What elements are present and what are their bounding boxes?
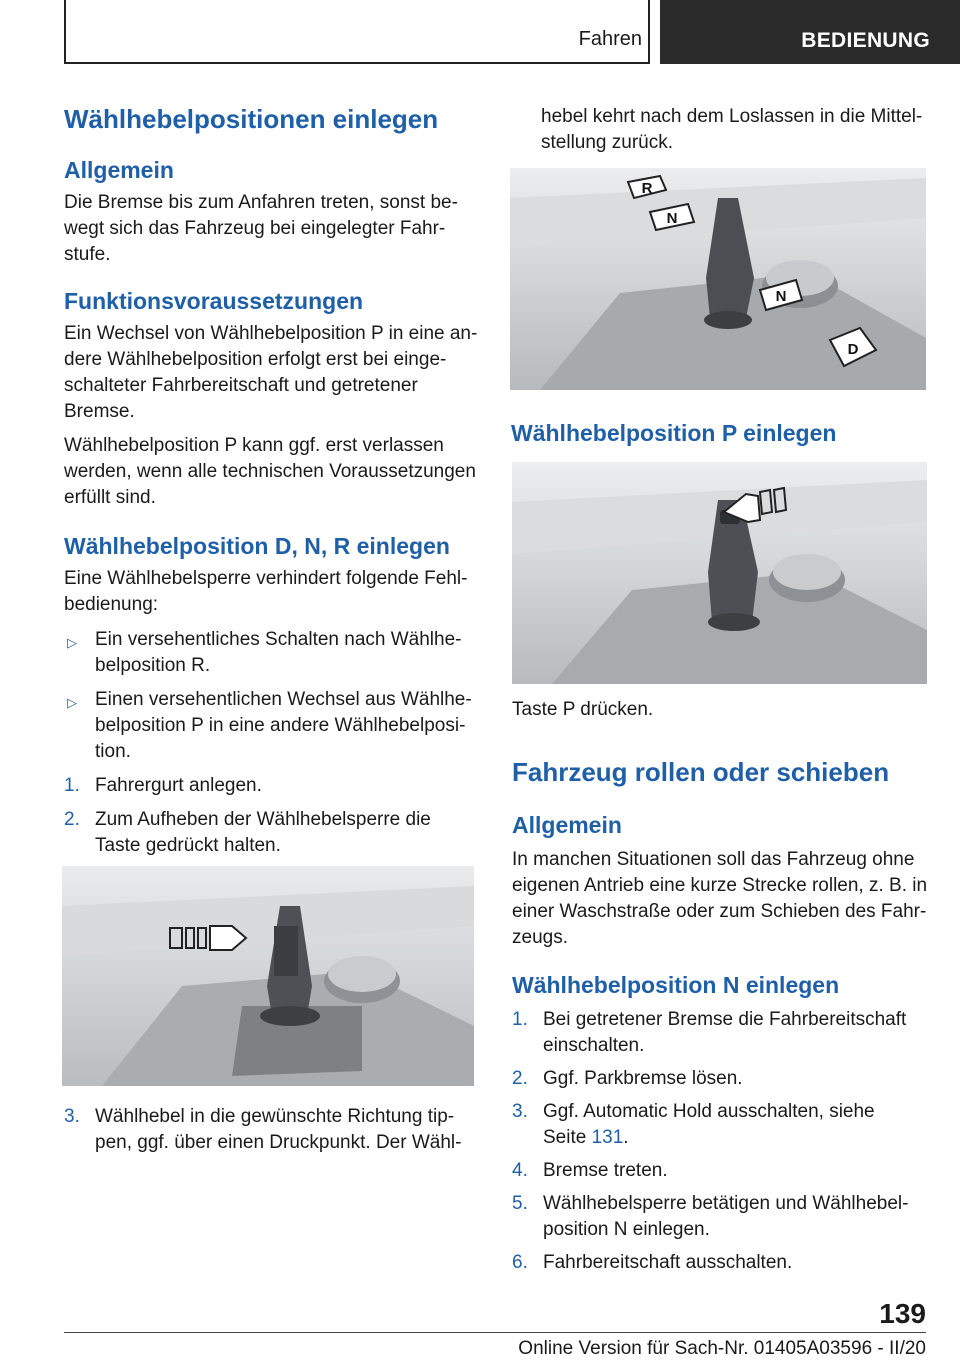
triangle-bullet-icon: ▷	[67, 695, 77, 710]
rollen-paragraph	[512, 847, 932, 951]
n-steps	[512, 1007, 932, 1276]
footer-rule	[64, 1332, 926, 1333]
dnr-paragraph	[64, 566, 484, 618]
step-3-list	[64, 1104, 484, 1156]
shift-label-n-lower: N	[775, 288, 787, 305]
list-item	[512, 1066, 932, 1092]
list-item	[64, 807, 484, 859]
gear-lever-lock-button-illustration	[62, 866, 474, 1086]
text-line: einer Waschstraße oder zum Schieben des Fahr-	[512, 901, 927, 922]
step-3-block	[64, 1104, 484, 1156]
text-line: Ggf. Parkbremse lösen.	[543, 1068, 743, 1089]
text-line: Bremse treten.	[543, 1160, 668, 1181]
list-item	[64, 1104, 484, 1156]
text-line: Zum Aufheben der Wählhebelsperre die	[95, 809, 431, 830]
text-line: eigenen Antrieb eine kurze Strecke rollen, z. B. in	[512, 875, 928, 896]
text-line: wegt sich das Fahrzeug bei eingelegter Fahr-	[64, 218, 446, 239]
header-divider	[648, 0, 650, 64]
step-number: 3.	[64, 1106, 80, 1127]
bullet-list	[64, 627, 484, 859]
link-prefix: Seite	[543, 1127, 592, 1148]
illustration-svg	[510, 168, 926, 390]
allgemein-paragraph	[64, 190, 484, 268]
text-line: zeugs.	[512, 927, 568, 948]
triangle-bullet-icon: ▷	[67, 635, 77, 650]
funktion-paragraph-2	[64, 433, 484, 511]
step-number: 1.	[512, 1009, 528, 1030]
text-line: Wählhebelposition P kann ggf. erst verlassen	[64, 435, 444, 456]
shift-label-n-upper: N	[666, 210, 678, 227]
text-line: position N einlegen.	[543, 1219, 710, 1240]
section-title: Wählhebelpositionen einlegen	[64, 104, 439, 134]
text-line: hebel kehrt nach dem Loslassen in die Mittel-	[541, 106, 923, 127]
list-item	[512, 1099, 932, 1151]
text-line: Ggf. Automatic Hold ausschalten, siehe	[543, 1101, 875, 1122]
rollen-heading: Fahrzeug rollen oder schieben	[512, 757, 890, 787]
step-number: 6.	[512, 1252, 528, 1273]
text-line: Ein versehentliches Schalten nach Wählhe-	[95, 629, 462, 650]
text-line: Taste gedrückt halten.	[95, 835, 281, 856]
text-line: Bremse.	[64, 401, 135, 422]
list-item	[512, 1158, 932, 1184]
text-line-with-link	[543, 1125, 932, 1151]
shift-label-r: R	[641, 180, 653, 197]
header-bottom-rule	[64, 62, 650, 64]
dnr-heading: Wählhebelposition D, N, R einlegen	[64, 533, 450, 559]
allgemein-heading: Allgemein	[64, 157, 174, 183]
step-number: 3.	[512, 1101, 528, 1122]
text-line: Fahrbereitschaft ausschalten.	[543, 1252, 793, 1273]
list-item	[64, 627, 484, 679]
header-left-rule	[64, 0, 66, 64]
list-item	[512, 1250, 932, 1276]
text-line: belposition P in eine andere Wählhebelposi-	[95, 715, 466, 736]
text-line: erfüllt sind.	[64, 487, 156, 508]
p-caption: Taste P drücken.	[512, 699, 654, 720]
header-section-label: Fahren	[578, 28, 642, 50]
list-item	[64, 687, 484, 765]
p-position-heading: Wählhebelposition P einlegen	[511, 420, 837, 446]
text-line: stufe.	[64, 244, 111, 265]
header-chapter-label: BEDIENUNG	[801, 29, 930, 52]
footer-online-version: Online Version für Sach-Nr. 01405A03596 - II/20	[518, 1338, 926, 1359]
rollen-allgemein-heading: Allgemein	[512, 812, 622, 838]
text-line: Ein Wechsel von Wählhebelposition P in eine an-	[64, 323, 478, 344]
header-chapter-tab	[660, 0, 960, 64]
n-position-heading: Wählhebelposition N einlegen	[512, 972, 840, 998]
text-line: belposition R.	[95, 655, 211, 676]
left-column	[64, 104, 484, 859]
step-number: 2.	[512, 1068, 528, 1089]
text-line: Die Bremse bis zum Anfahren treten, sonst be-	[64, 192, 458, 213]
list-item	[512, 1007, 932, 1059]
shift-label-d: D	[847, 341, 859, 358]
page-reference-link[interactable]: 131	[591, 1127, 624, 1148]
text-line: In manchen Situationen soll das Fahrzeug ohne	[512, 849, 915, 870]
text-line: bedienung:	[64, 594, 159, 615]
continued-paragraph	[541, 104, 941, 156]
text-line: dere Wählhebelposition erfolgt erst bei einge-	[64, 349, 447, 370]
page-number: 139	[879, 1298, 926, 1329]
illustration-svg	[62, 866, 474, 1086]
funktion-heading: Funktionsvoraussetzungen	[64, 288, 364, 314]
text-line: stellung zurück.	[541, 132, 674, 153]
text-line: Fahrergurt anlegen.	[95, 775, 262, 796]
text-line: pen, ggf. über einen Druckpunkt. Der Wähl-	[95, 1132, 462, 1153]
n-steps-list	[512, 1007, 932, 1276]
text-line: Eine Wählhebelsperre verhindert folgende Fehl-	[64, 568, 468, 589]
step-number: 2.	[64, 809, 80, 830]
text-line: schalteter Fahrbereitschaft und getretener	[64, 375, 418, 396]
step-number: 1.	[64, 775, 80, 796]
text-line: Wählhebelsperre betätigen und Wählhebel-	[543, 1193, 909, 1214]
illustration-svg	[512, 462, 927, 684]
p-button-illustration	[512, 462, 927, 684]
list-item	[512, 1191, 932, 1243]
text-line: Einen versehentlichen Wechsel aus Wählhe-	[95, 689, 472, 710]
step-number: 5.	[512, 1193, 528, 1214]
text-line: tion.	[95, 741, 131, 762]
link-suffix: .	[623, 1127, 629, 1148]
list-item	[64, 773, 484, 799]
funktion-paragraph-1	[64, 321, 484, 425]
text-line: einschalten.	[543, 1035, 645, 1056]
text-line: Bei getretener Bremse die Fahrbereitschaft	[543, 1009, 907, 1030]
text-line: Wählhebel in die gewünschte Richtung tip-	[95, 1106, 455, 1127]
gear-shift-directions-illustration	[510, 168, 926, 390]
text-line: werden, wenn alle technischen Voraussetzungen	[64, 461, 476, 482]
step-number: 4.	[512, 1160, 528, 1181]
